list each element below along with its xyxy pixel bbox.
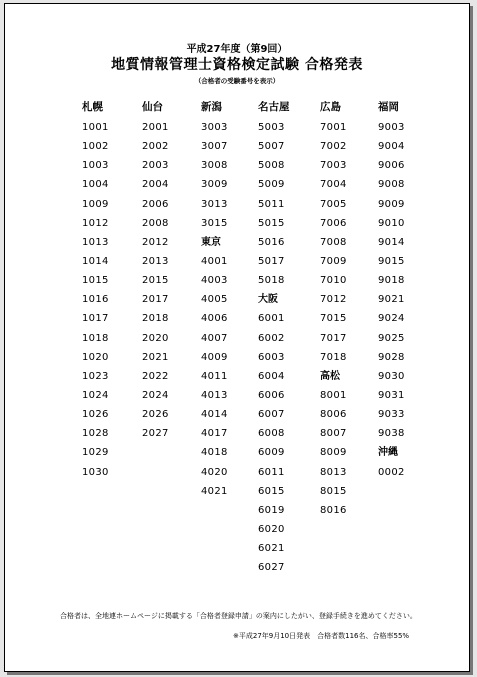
exam-number: 1017 <box>82 313 109 325</box>
exam-number: 6002 <box>258 332 285 344</box>
exam-number: 8006 <box>320 409 347 421</box>
exam-number: 4005 <box>201 294 228 306</box>
exam-number: 6007 <box>258 409 285 421</box>
exam-number: 7012 <box>320 294 347 306</box>
exam-number: 6015 <box>258 485 285 497</box>
registration-notice: 合格者は、全地連ホームページに掲載する「合格者登録申請」の案内にしたがい、登録手続きを進めてください。 <box>60 612 417 620</box>
exam-number: 5008 <box>258 160 285 172</box>
exam-number: 9004 <box>378 141 405 153</box>
exam-number: 5017 <box>258 255 285 267</box>
exam-number: 4017 <box>201 428 228 440</box>
exam-number: 7004 <box>320 179 347 191</box>
exam-number: 9028 <box>378 351 405 363</box>
results-page <box>4 3 470 672</box>
exam-number: 1009 <box>82 198 109 210</box>
exam-number: 9015 <box>378 255 405 267</box>
exam-number: 7008 <box>320 236 347 248</box>
region-subheading: 東京 <box>201 236 221 248</box>
exam-number: 5007 <box>258 141 285 153</box>
exam-number: 9014 <box>378 236 405 248</box>
exam-number: 2004 <box>142 179 169 191</box>
exam-number: 7010 <box>320 275 347 287</box>
exam-number: 2022 <box>142 370 169 382</box>
exam-number: 9031 <box>378 389 405 401</box>
exam-number: 5016 <box>258 236 285 248</box>
exam-number: 6006 <box>258 389 285 401</box>
exam-number: 2002 <box>142 141 169 153</box>
exam-number: 3009 <box>201 179 228 191</box>
exam-number: 8009 <box>320 447 347 459</box>
exam-number: 2015 <box>142 275 169 287</box>
exam-number: 1026 <box>82 409 109 421</box>
exam-number: 0002 <box>378 466 405 478</box>
exam-number: 9008 <box>378 179 405 191</box>
exam-number: 8013 <box>320 466 347 478</box>
exam-number: 2012 <box>142 236 169 248</box>
exam-number: 2026 <box>142 409 169 421</box>
region-column <box>142 100 200 443</box>
exam-number: 4014 <box>201 409 228 421</box>
exam-number: 3013 <box>201 198 228 210</box>
exam-number: 1015 <box>82 275 109 287</box>
exam-number: 1014 <box>82 255 109 267</box>
exam-number: 1028 <box>82 428 109 440</box>
exam-number: 7018 <box>320 351 347 363</box>
exam-round: 平成27年度（第9回） <box>186 44 288 55</box>
exam-number: 8016 <box>320 504 347 516</box>
exam-number: 5009 <box>258 179 285 191</box>
exam-number: 1001 <box>82 122 109 133</box>
exam-number: 6020 <box>258 523 285 535</box>
region-column <box>378 100 436 482</box>
exam-number: 1012 <box>82 217 109 229</box>
region-subheading: 高松 <box>320 370 340 382</box>
exam-number: 1023 <box>82 370 109 382</box>
exam-number: 2027 <box>142 428 169 440</box>
exam-number: 9003 <box>378 122 405 133</box>
exam-number: 7003 <box>320 160 347 172</box>
exam-number: 6021 <box>258 543 285 555</box>
exam-number: 8015 <box>320 485 347 497</box>
exam-number: 9033 <box>378 409 405 421</box>
exam-number: 1016 <box>82 294 109 306</box>
exam-number: 7005 <box>320 198 347 210</box>
exam-number: 1002 <box>82 141 109 153</box>
exam-number: 2006 <box>142 198 169 210</box>
exam-number: 9006 <box>378 160 405 172</box>
exam-number: 5011 <box>258 198 285 210</box>
exam-number: 8001 <box>320 389 347 401</box>
exam-number: 6001 <box>258 313 285 325</box>
region-column <box>201 100 259 501</box>
exam-number: 2018 <box>142 313 169 325</box>
exam-number: 4020 <box>201 466 228 478</box>
exam-number: 9025 <box>378 332 405 344</box>
exam-number: 2024 <box>142 389 169 401</box>
exam-number: 3008 <box>201 160 228 172</box>
exam-number: 3007 <box>201 141 228 153</box>
exam-number: 9038 <box>378 428 405 440</box>
display-note: （合格者の受験番号を表示） <box>194 77 280 85</box>
exam-number: 1013 <box>82 236 109 248</box>
exam-number: 6027 <box>258 562 285 574</box>
exam-number: 1004 <box>82 179 109 191</box>
exam-number: 2008 <box>142 217 169 229</box>
exam-number: 6019 <box>258 504 285 516</box>
exam-number: 7017 <box>320 332 347 344</box>
exam-number: 5003 <box>258 122 285 133</box>
exam-number: 4006 <box>201 313 228 325</box>
exam-number: 2013 <box>142 255 169 267</box>
exam-number: 3003 <box>201 122 228 133</box>
exam-number: 2003 <box>142 160 169 172</box>
exam-number: 7009 <box>320 255 347 267</box>
exam-number: 4001 <box>201 255 228 267</box>
exam-number: 6003 <box>258 351 285 363</box>
exam-number: 6004 <box>258 370 285 382</box>
region-heading: 名古屋 <box>258 101 290 113</box>
exam-number: 1029 <box>82 447 109 459</box>
exam-number: 4003 <box>201 275 228 287</box>
exam-number: 9024 <box>378 313 405 325</box>
region-subheading: 沖縄 <box>378 447 398 459</box>
exam-number: 9009 <box>378 198 405 210</box>
exam-number: 5015 <box>258 217 285 229</box>
exam-number: 2021 <box>142 351 169 363</box>
exam-number: 4011 <box>201 370 228 382</box>
region-heading: 福岡 <box>378 101 399 113</box>
exam-number: 7015 <box>320 313 347 325</box>
region-column <box>320 100 378 520</box>
exam-number: 4018 <box>201 447 228 459</box>
exam-number: 6009 <box>258 447 285 459</box>
exam-number: 2001 <box>142 122 169 133</box>
exam-number: 7002 <box>320 141 347 153</box>
announcement-stats: ※平成27年9月10日発表 合格者数116名、合格率55% <box>233 632 410 640</box>
exam-number: 9010 <box>378 217 405 229</box>
exam-number: 1018 <box>82 332 109 344</box>
exam-number: 5018 <box>258 275 285 287</box>
exam-number: 7006 <box>320 217 347 229</box>
exam-number: 4021 <box>201 485 228 497</box>
exam-number: 2017 <box>142 294 169 306</box>
region-heading: 札幌 <box>82 101 103 113</box>
region-subheading: 大阪 <box>258 294 278 306</box>
exam-number: 2020 <box>142 332 169 344</box>
region-heading: 仙台 <box>142 101 163 113</box>
exam-number: 6011 <box>258 466 285 478</box>
exam-number: 4009 <box>201 351 228 363</box>
page-title: 地質情報管理士資格検定試験 合格発表 <box>111 57 363 73</box>
exam-number: 4013 <box>201 389 228 401</box>
exam-number: 1024 <box>82 389 109 401</box>
region-column <box>82 100 140 482</box>
exam-number: 9021 <box>378 294 405 306</box>
region-heading: 新潟 <box>201 101 222 113</box>
exam-number: 8007 <box>320 428 347 440</box>
region-column <box>258 100 316 577</box>
exam-number: 3015 <box>201 217 228 229</box>
exam-number: 1030 <box>82 466 109 478</box>
exam-number: 4007 <box>201 332 228 344</box>
exam-number: 1020 <box>82 351 109 363</box>
exam-number: 6008 <box>258 428 285 440</box>
exam-number: 9030 <box>378 370 405 382</box>
region-heading: 広島 <box>320 101 341 113</box>
exam-number: 9018 <box>378 275 405 287</box>
exam-number: 1003 <box>82 160 109 172</box>
exam-number: 7001 <box>320 122 347 133</box>
